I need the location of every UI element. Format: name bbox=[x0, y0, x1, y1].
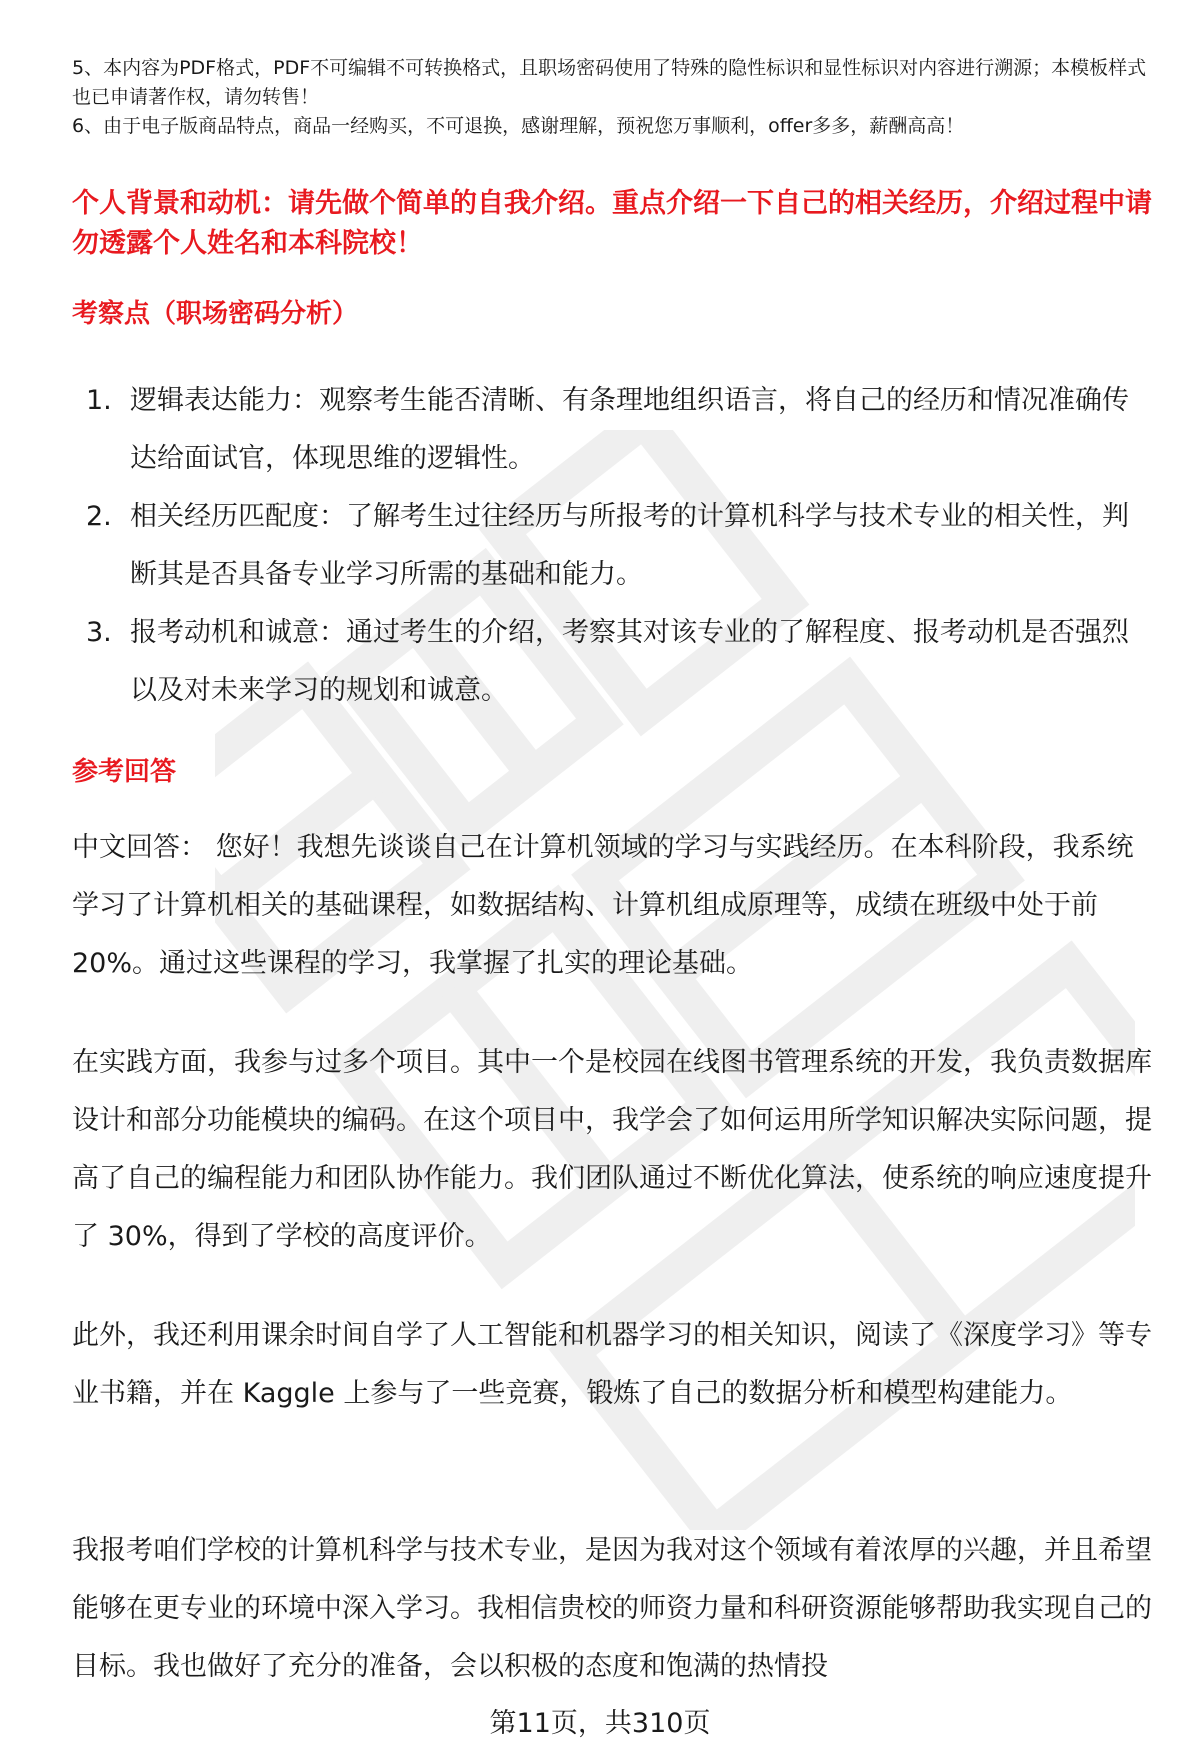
answer-paragraph: 在实践方面，我参与过多个项目。其中一个是校园在线图书管理系统的开发，我负责数据库设计和部分功能模块的编码。在这个项目中，我学会了如何运用所学知识解决实际问题，提高了自己的编程能力和团队协作能力。我们团队通过不断优化算法，使系统的响应速度提升了 30%，得到了学校的高度评价。 bbox=[72, 1047, 1152, 1252]
points-section-title: 考察点（职场密码分析） bbox=[72, 299, 359, 329]
assessment-points-list bbox=[72, 372, 1152, 720]
assessment-point bbox=[72, 372, 1152, 488]
answer-paragraph: 我报考咱们学校的计算机科学与技术专业，是因为我对这个领域有着浓厚的兴趣，并且希望能够在更专业的环境中深入学习。我相信贵校的师资力量和科研资源能够帮助我实现自己的目标。我也做好了充分的准备，会以积极的态度和饱满的热情投 bbox=[72, 1535, 1152, 1682]
point-text: 相关经历匹配度：了解考生过往经历与所报考的计算机科学与技术专业的相关性，判断其是否具备专业学习所需的基础和能力。 bbox=[130, 501, 1129, 590]
notice-item-6: 6、由于电子版商品特点，商品一经购买，不可退换，感谢理解，预祝您万事顺利，offer多多，薪酬高高！ bbox=[72, 115, 965, 137]
point-number: 3. bbox=[86, 617, 112, 648]
assessment-point bbox=[72, 488, 1152, 604]
point-text: 报考动机和诚意：通过考生的介绍，考察其对该专业的了解程度、报考动机是否强烈以及对未来学习的规划和诚意。 bbox=[130, 617, 1129, 706]
answer-paragraph: 中文回答： 您好！我想先谈谈自己在计算机领域的学习与实践经历。在本科阶段，我系统学习了计算机相关的基础课程，如数据结构、计算机组成原理等，成绩在班级中处于前 20%。通过这些课程的学习，我掌握了扎实的理论基础。 bbox=[72, 832, 1134, 979]
assessment-point bbox=[72, 604, 1152, 720]
page-number-footer: 第11页，共310页 bbox=[489, 1708, 711, 1739]
answer-paragraph: 此外，我还利用课余时间自学了人工智能和机器学习的相关知识，阅读了《深度学习》等专业书籍，并在 Kaggle 上参与了一些竞赛，锻炼了自己的数据分析和模型构建能力。 bbox=[72, 1320, 1152, 1409]
answer-section-title: 参考回答 bbox=[72, 757, 177, 787]
point-number: 1. bbox=[86, 385, 112, 416]
point-number: 2. bbox=[86, 501, 112, 532]
point-text: 逻辑表达能力：观察考生能否清晰、有条理地组织语言，将自己的经历和情况准确传达给面试官，体现思维的逻辑性。 bbox=[130, 385, 1129, 474]
interview-question: 个人背景和动机：请先做个简单的自我介绍。重点介绍一下自己的相关经历，介绍过程中请勿透露个人姓名和本科院校！ bbox=[72, 188, 1152, 259]
notice-block bbox=[72, 54, 1152, 141]
notice-item-5: 5、本内容为PDF格式，PDF不可编辑不可转换格式，且职场密码使用了特殊的隐性标识和显性标识对内容进行溯源；本模板样式也已申请著作权，请勿转售！ bbox=[72, 57, 1147, 108]
